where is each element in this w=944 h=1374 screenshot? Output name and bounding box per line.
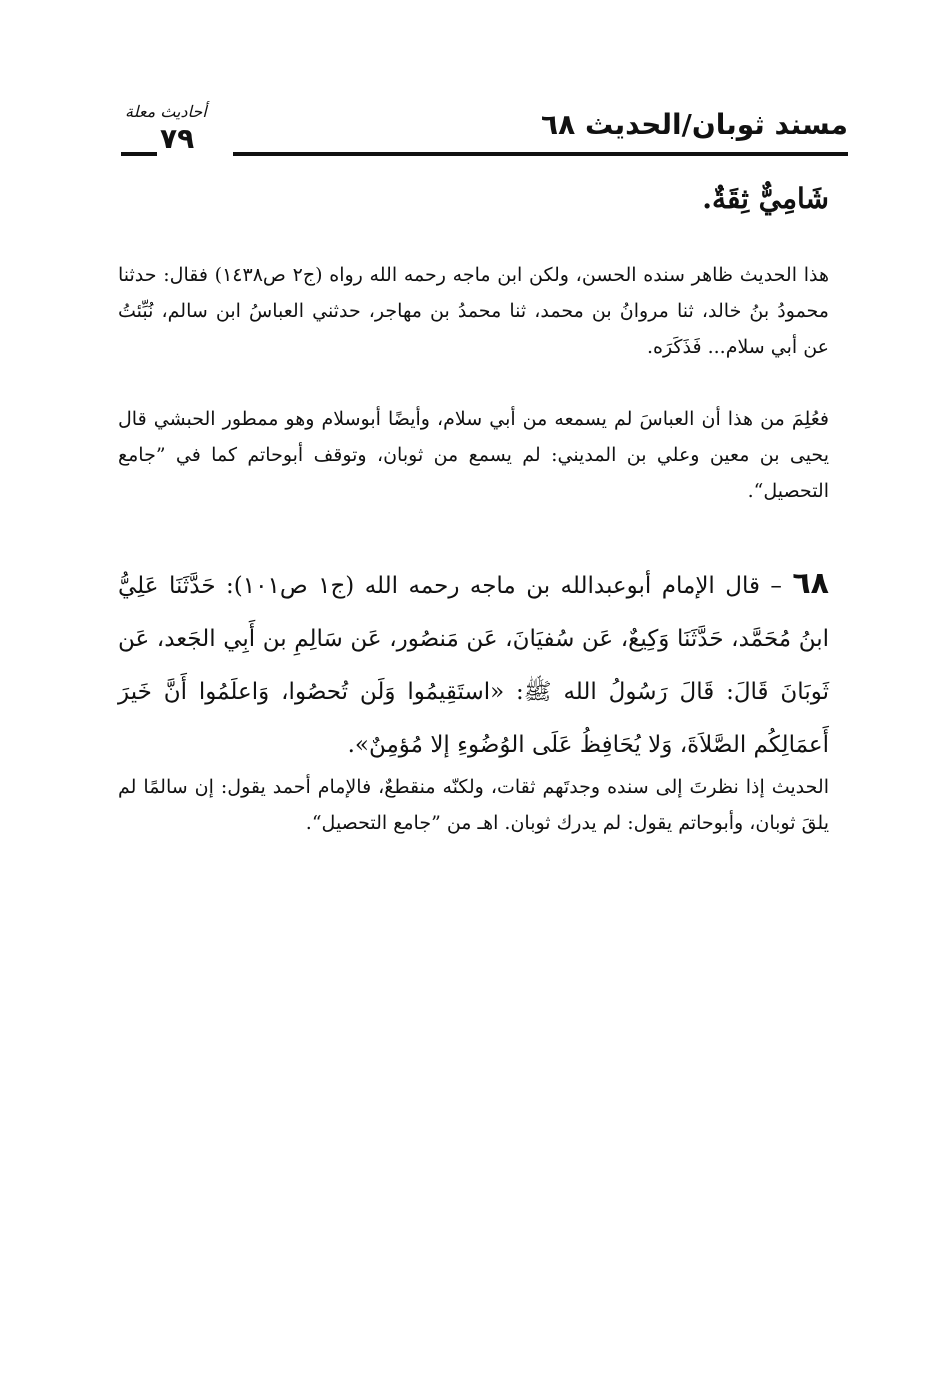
running-title: مسند ثوبان/الحديث ٦٨ xyxy=(541,108,848,141)
page-number: ٧٩ xyxy=(160,122,195,155)
paragraph-2: فعُلِمَ من هذا أن العباسَ لم يسمعه من أبي سلام، وأيضًا أبوسلام وهو ممطور الحبشي قال يحيى بن معين وعلي بن المديني: لم يسمع من ثوبان، وتوقف أبوحاتم كما في ”جامع التحصيل“. xyxy=(118,408,829,502)
header-rule xyxy=(233,152,848,156)
header-rule-short xyxy=(121,152,157,156)
opening-line: شَامِيٌّ ثِقَةٌ. xyxy=(702,182,829,215)
hadith-text: – قال الإمام أبوعبدالله بن ماجه رحمه الله (ج١ ص١٠١): حَدَّثَنَا عَلِيُّ ابنُ مُحَمَّد، حَدَّثَنَا وَكِيعٌ، عَن سُفيَانَ، عَن مَنصُور، عَن سَالِمِ بن أَبِي الجَعد، عَن ثَوبَانَ قَالَ: قَالَ رَسُولُ الله ﷺ: «استَقِيمُوا وَلَن تُحصُوا، وَاعلَمُوا أَنَّ خَيرَ أَعمَالِكُم الصَّلاَةَ، وَلا يُحَافِظُ عَلَى الوُضُوءِ إلا مُؤمِنٌ». xyxy=(118,573,830,758)
paragraph-1: هذا الحديث ظاهر سنده الحسن، ولكن ابن ماجه رحمه الله رواه (ج٢ ص١٤٣٨) فقال: حدثنا محمودُ بنُ خالد، ثنا مروانُ بن محمد، ثنا محمدُ بن مهاجر، حدثني العباسُ ابن سالم، نُبِّئتُ عن أبي سلام... فَذَكَرَه. xyxy=(118,264,829,358)
paragraph-4: الحديث إذا نظرتَ إلى سنده وجدتَهم ثقات، ولكنّه منقطعٌ، فالإمام أحمد يقول: إن سالمًا لم يلقَ ثوبان، وأبوحاتم يقول: لم يدرك ثوبان. اهـ من ”جامع التحصيل“. xyxy=(118,776,829,834)
page-header xyxy=(115,100,848,160)
margin-note: أحاديث معلة xyxy=(125,102,207,121)
hadith-paragraph xyxy=(118,557,829,772)
hadith-number: ٦٨ xyxy=(792,566,829,601)
